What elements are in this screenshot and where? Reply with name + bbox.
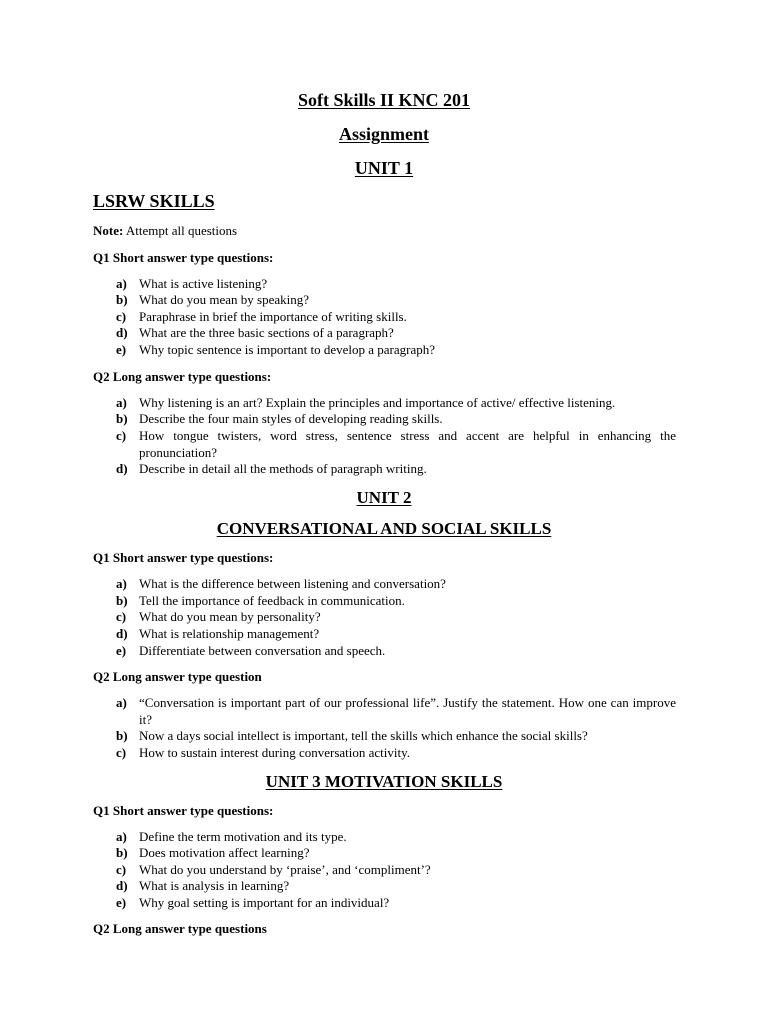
list-item [116, 643, 676, 660]
item-label: a) [116, 695, 127, 710]
item-label: d) [116, 626, 128, 641]
item-label: d) [116, 325, 128, 340]
item-label: b) [116, 728, 128, 743]
item-text: How to sustain interest during conversation activity. [139, 745, 411, 760]
item-label: a) [116, 576, 127, 591]
item-text: Now a days social intellect is important, tell the skills which enhance the social skills? [139, 728, 588, 743]
unit2-q2-heading: Q2 Long answer type question [93, 669, 262, 684]
list-item [116, 292, 676, 309]
assignment-title: Assignment [338, 124, 429, 144]
item-text: What do you understand by ‘praise’, and ‘compliment’? [139, 862, 431, 877]
note-line [93, 223, 237, 239]
item-text: Does motivation affect learning? [139, 845, 310, 860]
lsrw-skills-heading: LSRW SKILLS [93, 191, 215, 211]
list-item [116, 428, 676, 461]
list-item [116, 325, 676, 342]
item-label: c) [116, 428, 127, 443]
list-item [116, 695, 676, 728]
item-text: Describe in detail all the methods of paragraph writing. [139, 461, 427, 476]
item-text: What is relationship management? [139, 626, 320, 641]
item-label: d) [116, 878, 128, 893]
item-text: What is active listening? [139, 276, 268, 291]
unit1-title: UNIT 1 [354, 158, 414, 178]
item-label: c) [116, 309, 127, 324]
note-text: Attempt all questions [123, 223, 238, 238]
item-label: c) [116, 862, 127, 877]
list-item [116, 895, 676, 912]
unit2-subtitle: CONVERSATIONAL AND SOCIAL SKILLS [216, 519, 552, 538]
item-text: Why listening is an art? Explain the principles and importance of active/ effective listening. [139, 395, 616, 410]
list-item [116, 342, 676, 359]
list-item [116, 862, 676, 879]
item-label: a) [116, 829, 127, 844]
unit3-title: UNIT 3 MOTIVATION SKILLS [265, 772, 503, 791]
item-label: e) [116, 643, 127, 658]
list-item [116, 845, 676, 862]
list-item [116, 411, 676, 428]
item-label: c) [116, 745, 127, 760]
list-item [116, 395, 676, 412]
item-label: b) [116, 292, 128, 307]
item-text: Describe the four main styles of developing reading skills. [139, 411, 443, 426]
item-text: Tell the importance of feedback in communication. [139, 593, 405, 608]
list-item [116, 878, 676, 895]
unit3-q2-heading: Q2 Long answer type questions [93, 921, 267, 936]
list-item [116, 626, 676, 643]
item-label: c) [116, 609, 127, 624]
item-label: e) [116, 895, 127, 910]
course-title: Soft Skills II KNC 201 [297, 90, 471, 110]
unit2-title: UNIT 2 [356, 488, 412, 507]
item-label: b) [116, 593, 128, 608]
item-text: How tongue twisters, word stress, sentence stress and accent are helpful in enhancing the pronunciation? [139, 428, 676, 460]
item-label: a) [116, 276, 127, 291]
unit3-q1-heading: Q1 Short answer type questions: [93, 803, 274, 818]
list-item [116, 276, 676, 293]
item-text: “Conversation is important part of our professional life”. Justify the statement. How one can improve it? [139, 695, 676, 727]
list-item [116, 461, 676, 478]
note-label: Note: [93, 223, 124, 238]
item-text: Why topic sentence is important to develop a paragraph? [139, 342, 436, 357]
item-text: Define the term motivation and its type. [139, 829, 347, 844]
item-text: Paraphrase in brief the importance of writing skills. [139, 309, 407, 324]
item-label: b) [116, 845, 128, 860]
item-text: Why goal setting is important for an individual? [139, 895, 390, 910]
item-label: b) [116, 411, 128, 426]
item-text: What do you mean by personality? [139, 609, 321, 624]
list-item [116, 309, 676, 326]
item-text: What is the difference between listening and conversation? [139, 576, 446, 591]
list-item [116, 829, 676, 846]
list-item [116, 576, 676, 593]
unit2-q1-heading: Q1 Short answer type questions: [93, 550, 274, 565]
list-item [116, 728, 676, 745]
item-text: What are the three basic sections of a paragraph? [139, 325, 394, 340]
list-item [116, 745, 676, 762]
list-item [116, 609, 676, 626]
unit1-q1-heading: Q1 Short answer type questions: [93, 250, 274, 265]
item-text: Differentiate between conversation and speech. [139, 643, 386, 658]
item-text: What do you mean by speaking? [139, 292, 310, 307]
item-label: e) [116, 342, 127, 357]
item-label: a) [116, 395, 127, 410]
list-item [116, 593, 676, 610]
unit1-q2-heading: Q2 Long answer type questions: [93, 369, 272, 384]
item-label: d) [116, 461, 128, 476]
item-text: What is analysis in learning? [139, 878, 290, 893]
